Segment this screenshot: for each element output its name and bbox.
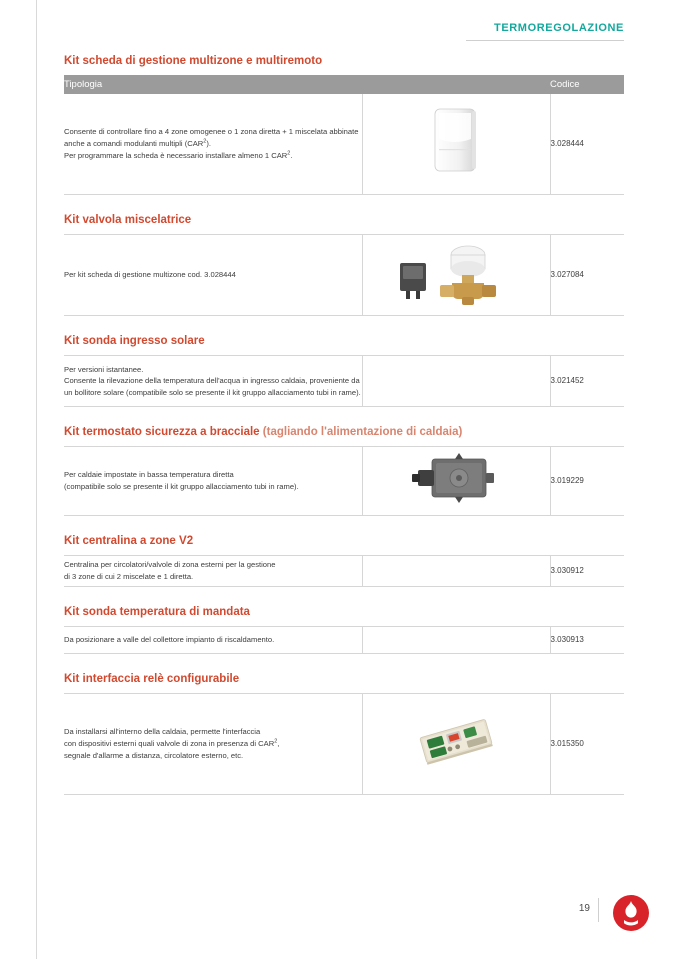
wall-module-image (425, 105, 487, 182)
section-title-3: Kit sonda ingresso solare (64, 334, 205, 347)
section-title-4 (64, 425, 624, 440)
kit-table-5 (64, 555, 624, 587)
cell-code: 3.019229 (550, 446, 624, 515)
kit-table-3 (64, 355, 624, 407)
table-row (64, 626, 624, 653)
section-title-main-4: Kit termostato sicurezza a bracciale (64, 425, 260, 438)
page-content (64, 54, 624, 795)
cell-description (64, 555, 362, 586)
section-title-6: Kit sonda temperatura di mandata (64, 605, 250, 618)
kit-table-1 (64, 75, 624, 195)
column-header-image (362, 75, 550, 94)
description-text-3: Per versioni istantanee. Consente la rilevazione della temperatura dell'acqua in ingresso caldaia, proveniente da un bollitore solare (compatibile solo se presente il kit gruppo allacciamento tubi in rame). (64, 364, 361, 397)
description-text-7: Da installarsi all'interno della caldaia, permette l'interfaccia con dispositivi esterni quali valvole di zona in presenza di CAR$^2$, segnale d'allarme a distanza, circolatore esterno, etc. (64, 727, 280, 760)
table-row (64, 234, 624, 315)
column-header-type: Tipologia (64, 75, 362, 94)
section-title-7: Kit interfaccia relè configurabile (64, 672, 240, 685)
cell-product-image (362, 693, 550, 794)
cell-description (64, 355, 362, 406)
header-divider (466, 40, 624, 41)
kit-table-4 (64, 446, 624, 516)
safety-thermostat-image (410, 451, 502, 510)
cell-description (64, 693, 362, 794)
spacer (64, 316, 624, 334)
section-title-1: Kit scheda di gestione multizone e multiremoto (64, 55, 323, 67)
cell-description (64, 446, 362, 515)
page-number: 19 (578, 903, 590, 914)
cell-product-image (362, 234, 550, 315)
cell-product-image (362, 626, 550, 653)
table-row (64, 94, 624, 195)
section-title-2: Kit valvola miscelatrice (64, 213, 192, 226)
cell-code: 3.015350 (550, 693, 624, 794)
table-row (64, 693, 624, 794)
cell-code: 3.030913 (550, 626, 624, 653)
page-header-title: TERMOREGOLAZIONE (494, 22, 624, 34)
footer-divider (598, 898, 599, 922)
cell-code: 3.028444 (550, 94, 624, 195)
cell-product-image (362, 94, 550, 195)
table-row (64, 355, 624, 406)
cell-description (64, 94, 362, 195)
relay-board-image (414, 714, 498, 773)
spacer (64, 195, 624, 213)
cell-code: 3.021452 (550, 355, 624, 406)
cell-code: 3.027084 (550, 234, 624, 315)
column-header-code: Codice (550, 75, 624, 94)
spacer (64, 407, 624, 425)
cell-product-image (362, 355, 550, 406)
spacer (64, 587, 624, 605)
section-title-extra-4: (tagliando l'alimentazione di caldaia) (262, 425, 463, 438)
kit-table-7 (64, 693, 624, 795)
kit-table-6 (64, 626, 624, 654)
table-row (64, 555, 624, 586)
cell-product-image (362, 555, 550, 586)
table-row (64, 446, 624, 515)
description-text-5: Centralina per circolatori/valvole di zona esterni per la gestione di 3 zone di cui 2 miscelate e 1 diretta. (64, 560, 276, 581)
table-header-row (64, 75, 624, 94)
spacer (64, 654, 624, 672)
spacer (64, 516, 624, 534)
description-text-4: Per caldaie impostate in bassa temperatura diretta (compatibile solo se presente il kit gruppo allacciamento tubi in rame). (64, 470, 299, 491)
brand-logo (612, 894, 650, 932)
cell-product-image (362, 446, 550, 515)
left-margin-rule (36, 0, 37, 959)
cell-description: Per kit scheda di gestione multizone cod. 3.028444 (64, 234, 362, 315)
cell-code: 3.030912 (550, 555, 624, 586)
mixing-valve-image (396, 237, 516, 312)
section-title-5: Kit centralina a zone V2 (64, 534, 194, 547)
description-text-1: Consente di controllare fino a 4 zone omogenee o 1 zona diretta + 1 miscelata abbinate anche a comandi modulanti multipli (CAR$^2$). Per programmare la scheda è necessario installare almeno 1 CAR$^2$. (64, 127, 359, 161)
kit-table-2 (64, 234, 624, 316)
cell-description: Da posizionare a valle del collettore impianto di riscaldamento. (64, 626, 362, 653)
